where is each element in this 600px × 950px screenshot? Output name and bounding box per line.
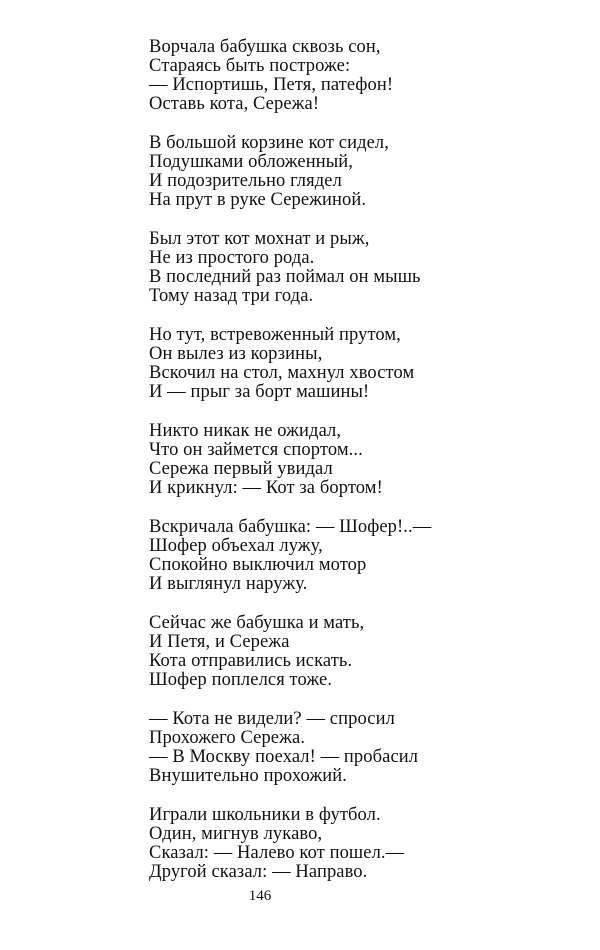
poem-line: И — прыг за борт машины! bbox=[149, 382, 370, 402]
poem-line: — В Москву поехал! — пробасил bbox=[149, 747, 419, 767]
poem-line: Сережа первый увидал bbox=[149, 459, 333, 479]
stanza bbox=[149, 518, 469, 594]
poem-line: Он вылез из корзины, bbox=[149, 344, 323, 364]
poem-line: Другой сказал: — Направо. bbox=[149, 862, 368, 882]
poem-line: И крикнул: — Кот за бортом! bbox=[149, 478, 383, 498]
poem-line: Кота отправились искать. bbox=[149, 651, 353, 671]
stanza bbox=[149, 422, 469, 498]
poem-line: Не из простого рода. bbox=[149, 248, 315, 268]
stanza bbox=[149, 230, 469, 306]
poem-line: Подушками обложенный, bbox=[149, 152, 353, 172]
poem-line: — Испортишь, Петя, патефон! bbox=[149, 75, 394, 95]
poem-line: И Петя, и Сережа bbox=[149, 632, 290, 652]
poem-line: Шофер поплелся тоже. bbox=[149, 670, 333, 690]
poem-line: Сказал: — Налево кот пошел.— bbox=[149, 843, 405, 863]
poem-line: Стараясь быть построже: bbox=[149, 56, 351, 76]
stanza bbox=[149, 134, 469, 210]
poem-text bbox=[149, 38, 469, 902]
poem-line: И выглянул наружу. bbox=[149, 574, 308, 594]
poem-line: Прохожего Сережа. bbox=[149, 728, 306, 748]
poem-line: Что он займется спортом... bbox=[149, 440, 363, 460]
stanza bbox=[149, 806, 469, 882]
poem-line: Сейчас же бабушка и мать, bbox=[149, 613, 365, 633]
poem-line: И подозрительно глядел bbox=[149, 171, 342, 191]
poem-line: Оставь кота, Сережа! bbox=[149, 94, 320, 114]
stanza bbox=[149, 614, 469, 690]
stanza bbox=[149, 710, 469, 786]
poem-line: Вскричала бабушка: — Шофер!..— bbox=[149, 517, 432, 537]
poem-line: Спокойно выключил мотор bbox=[149, 555, 367, 575]
poem-line: Шофер объехал лужу, bbox=[149, 536, 323, 556]
poem-line: Но тут, встревоженный прутом, bbox=[149, 325, 401, 345]
poem-line: Один, мигнув лукаво, bbox=[149, 824, 323, 844]
stanza bbox=[149, 38, 469, 114]
poem-line: Был этот кот мохнат и рыж, bbox=[149, 229, 370, 249]
poem-line: На прут в руке Сережиной. bbox=[149, 190, 367, 210]
poem-line: Никто никак не ожидал, bbox=[149, 421, 342, 441]
poem-line: В большой корзине кот сидел, bbox=[149, 133, 389, 153]
poem-line: — Кота не видели? — спросил bbox=[149, 709, 395, 729]
poem-line: Ворчала бабушка сквозь сон, bbox=[149, 37, 381, 57]
poem-line: Внушительно прохожий. bbox=[149, 766, 347, 786]
poem-line: Играли школьники в футбол. bbox=[149, 805, 381, 825]
page-number: 146 bbox=[248, 888, 272, 904]
poem-line: Тому назад три года. bbox=[149, 286, 314, 306]
stanza bbox=[149, 326, 469, 402]
poem-line: Вскочил на стол, махнул хвостом bbox=[149, 363, 415, 383]
poem-line: В последний раз поймал он мышь bbox=[149, 267, 421, 287]
